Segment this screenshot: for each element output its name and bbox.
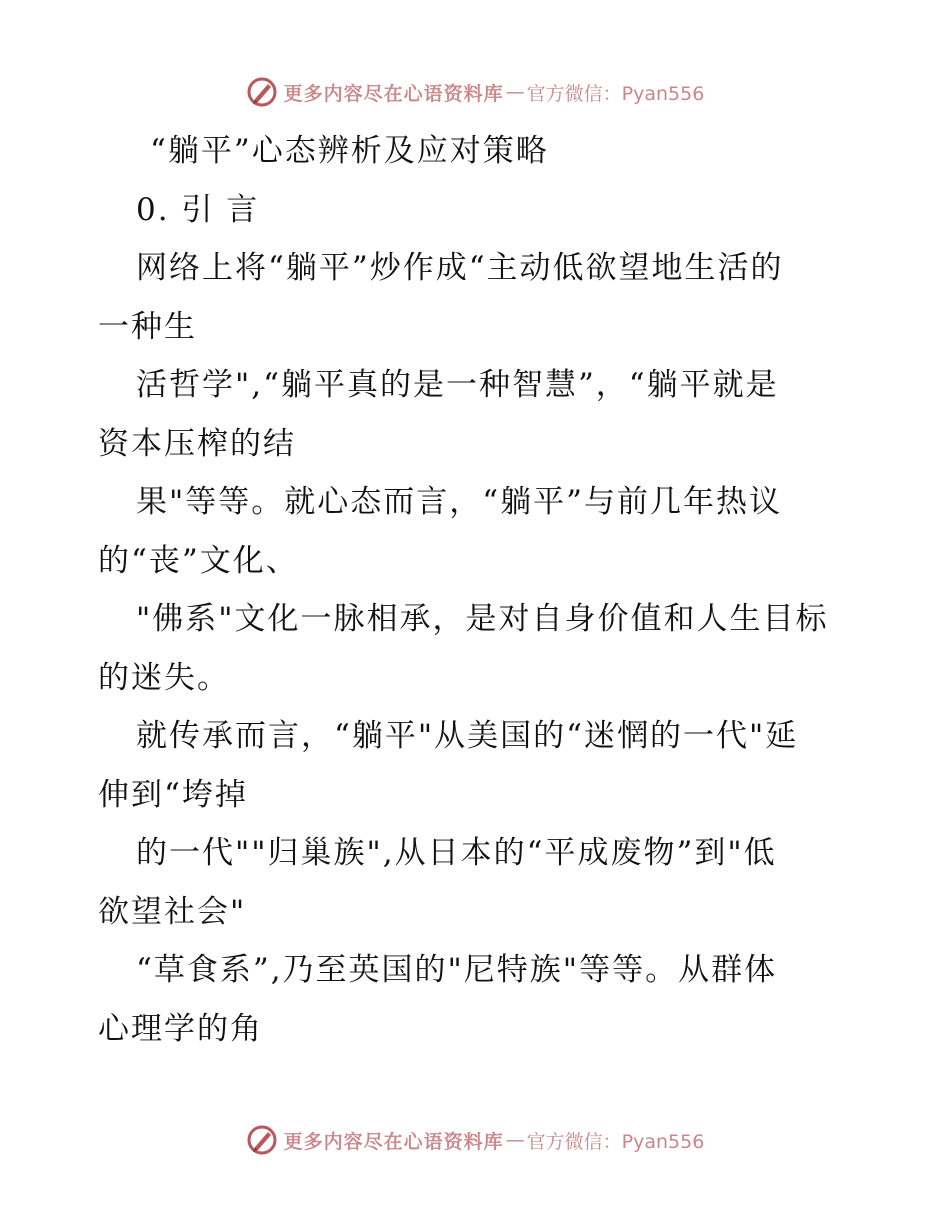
- paragraph-line: “草食系”,乃至英国的"尼特族"等等。从群体: [136, 952, 778, 988]
- paragraph-line: 的迷失。: [98, 659, 230, 696]
- paragraph-line: 的一代""归巢族",从日本的“平成废物”到"低: [136, 835, 777, 871]
- watermark-site-text: 更多内容尽在心语资料库: [283, 82, 504, 105]
- watermark-site-text: 更多内容尽在心语资料库: [283, 1130, 504, 1153]
- paragraph-line: 就传承而言，“躺平"从美国的“迷惘的一代"延: [136, 718, 799, 754]
- section-heading: 0. 引 言: [136, 191, 260, 228]
- paragraph-line: "佛系"文化一脉相承，是对自身价值和人生目标: [136, 601, 829, 637]
- document-body: [98, 122, 858, 1058]
- footer-watermark: [0, 1120, 950, 1160]
- paragraph-line: 一种生: [98, 308, 197, 345]
- paragraph-line: 资本压榨的结: [98, 425, 296, 462]
- watermark-contact: 官方微信：Pyan556: [526, 1130, 705, 1153]
- watermark-separator: —: [505, 1129, 525, 1151]
- watermark-separator: —: [505, 81, 525, 103]
- watermark-contact: 官方微信：Pyan556: [526, 82, 705, 105]
- paragraph-line: 活哲学",“躺平真的是一种智慧”，“躺平就是: [136, 367, 779, 403]
- pen-circle-logo-icon: [246, 1124, 278, 1156]
- paragraph-line: 心理学的角: [98, 1010, 263, 1047]
- paragraph-line: 伸到“垮掉: [98, 776, 248, 813]
- paragraph-line: 网络上将“躺平”炒作成“主动低欲望地生活的: [136, 250, 784, 286]
- paragraph-line: 欲望社会": [98, 893, 247, 930]
- document-title: “躺平”心态辨析及应对策略: [150, 133, 549, 169]
- paragraph-line: 的“丧”文化、: [98, 542, 299, 579]
- pen-circle-logo-icon: [246, 76, 278, 108]
- header-watermark: [0, 72, 950, 112]
- paragraph-line: 果"等等。就心态而言，“躺平”与前几年热议: [136, 484, 782, 520]
